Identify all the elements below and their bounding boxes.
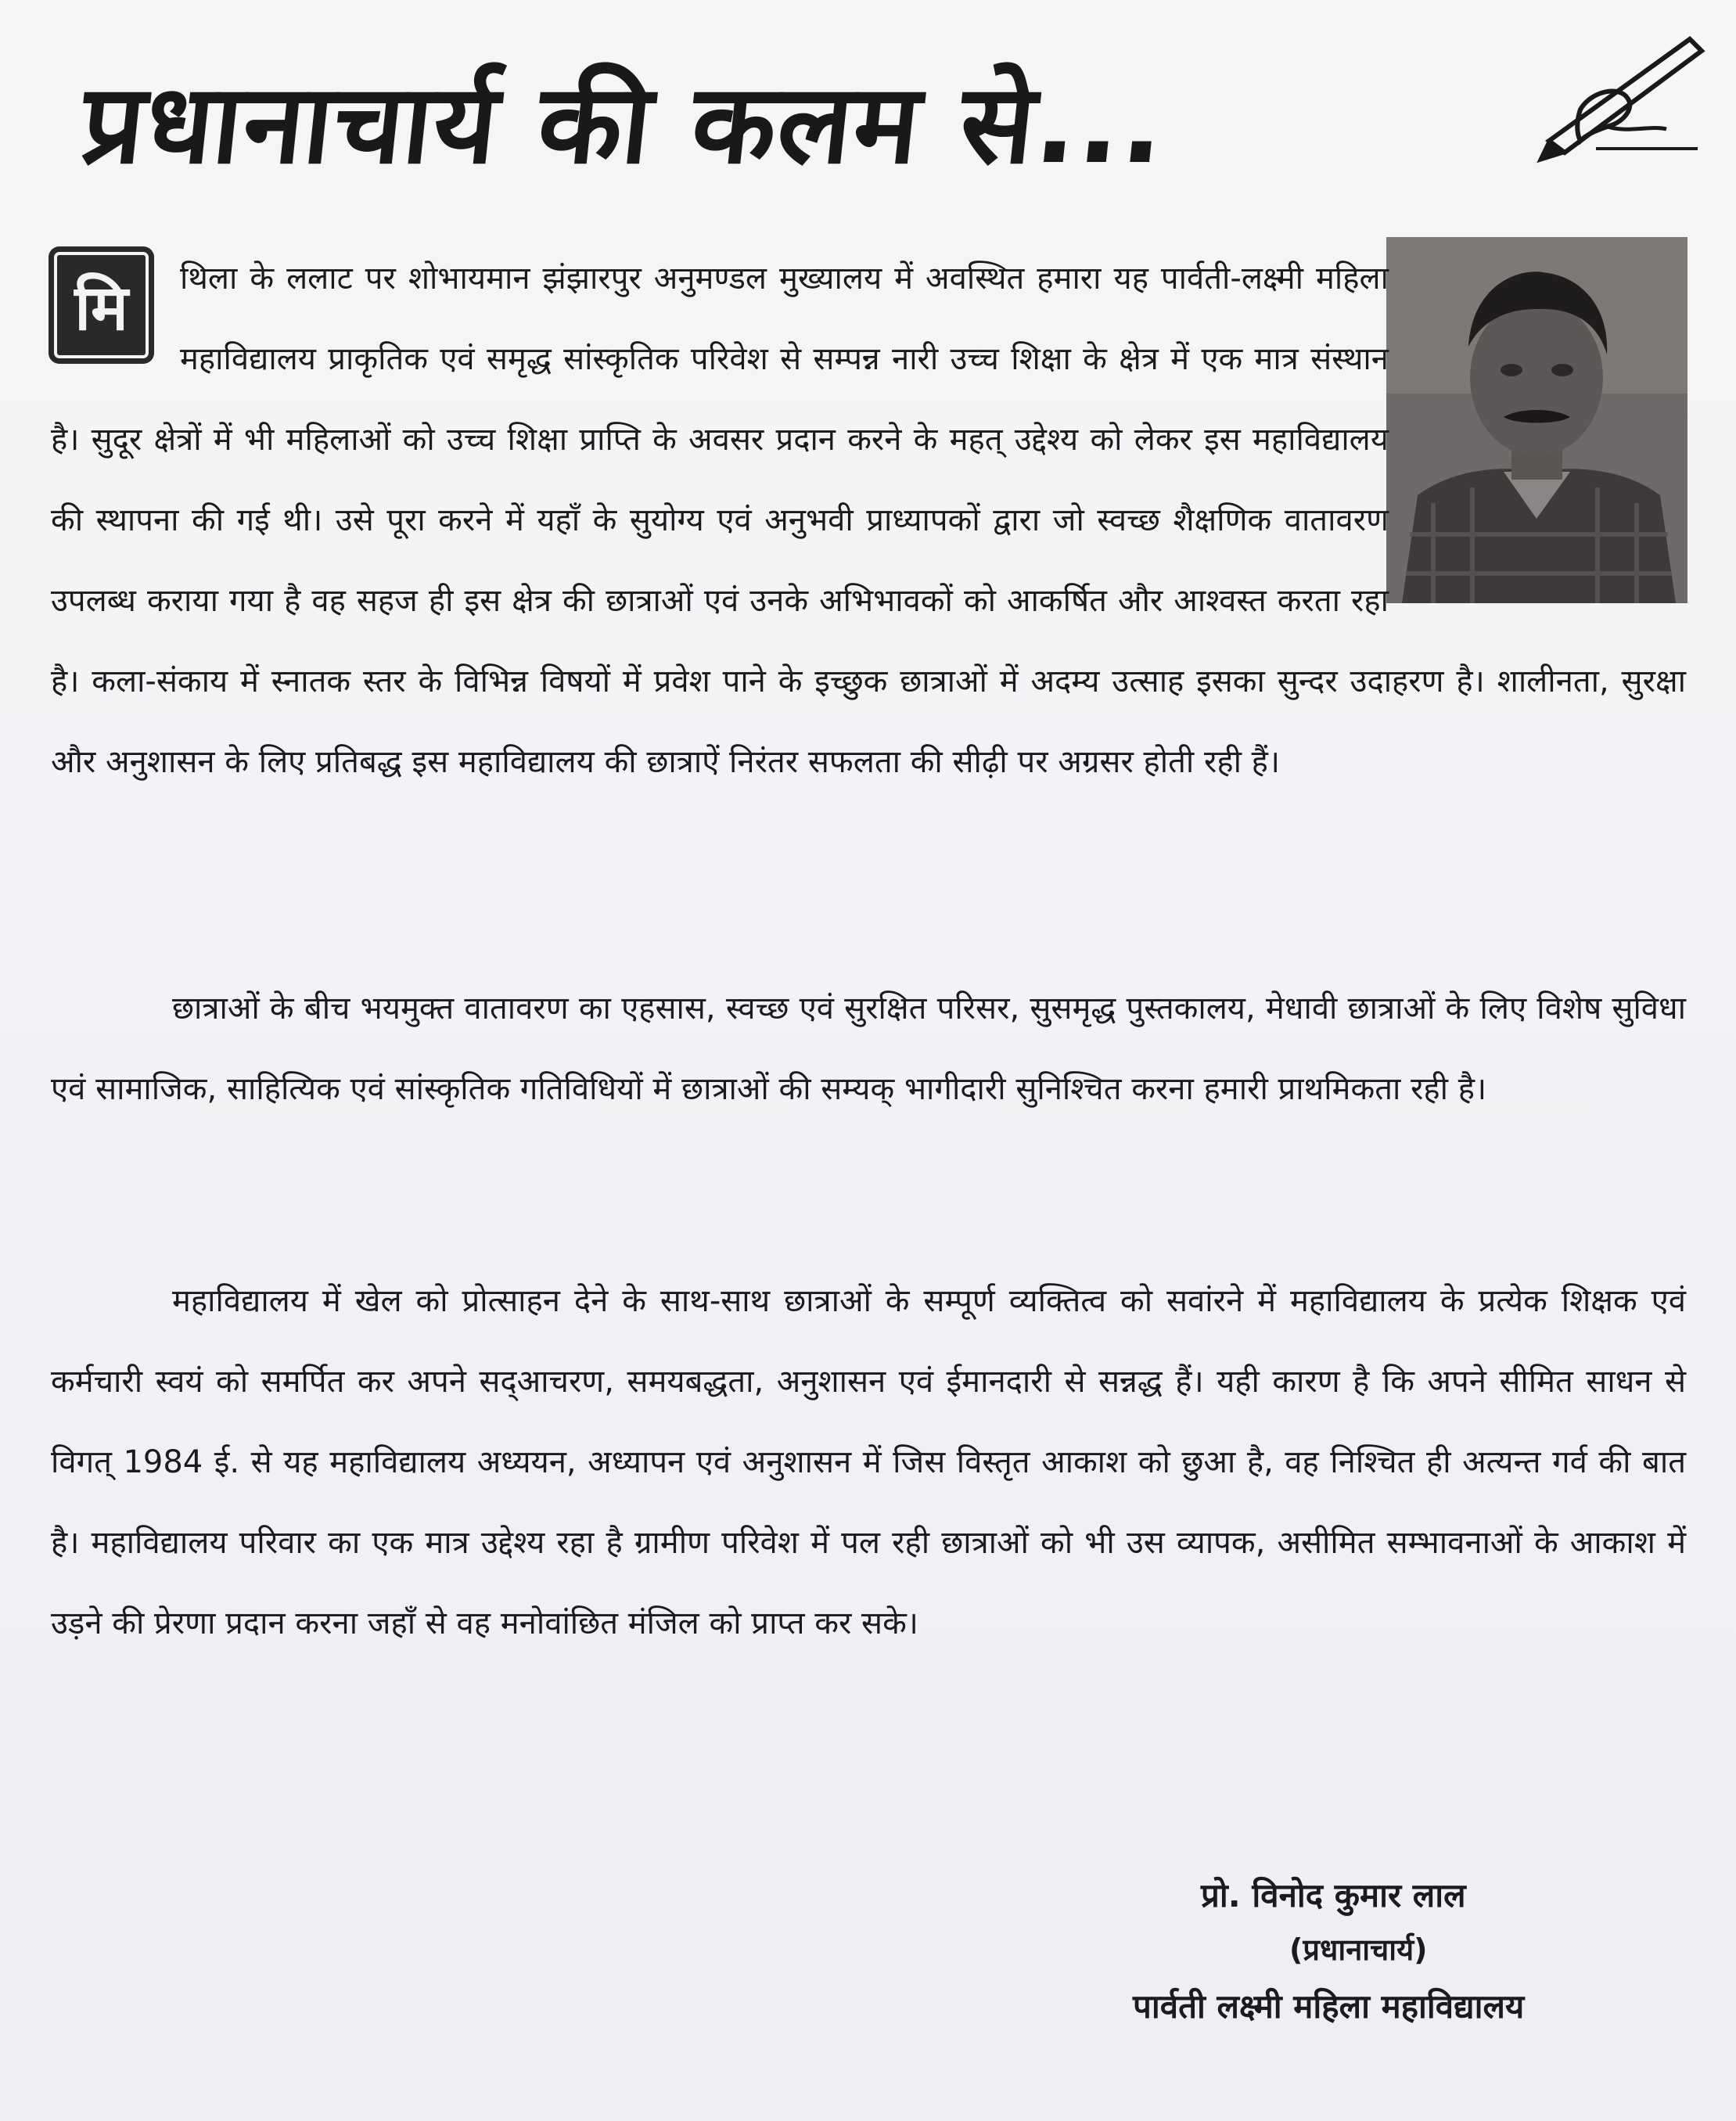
signature-name: प्रो. विनोद कुमार लाल <box>1201 1876 1466 1914</box>
pen-writing-icon <box>1533 23 1713 164</box>
drop-cap: मि <box>49 246 154 364</box>
page-title: प्रधानाचार्य की कलम से... <box>75 61 1173 189</box>
paragraph-intro: थिला के ललाट पर शोभायमान झंझारपुर अनुमण्डल मुख्यालय में अवस्थित हमारा यह पार्वती-लक्ष्मी महिला महाविद्यालय प्राकृतिक एवं समृद्ध सांस्कृतिक परिवेश से सम्पन्न नारी उच्च शिक्षा के क्षेत्र में एक मात्र संस्थान है। सुदूर क्षेत्रों में भी महिलाओं को उच्च शिक्षा प्राप्ति के अवसर प्रदान करने के महत् उद्देश्य को लेकर इस महाविद्यालय की स्थापना की गई थी। उसे पूरा करने में यहाँ के सुयोग्य एवं अनुभवी प्राध्यापकों द्वारा जो स्वच्छ शैक्षणिक वातावरण उपलब्ध कराया गया है वह सहज ही इस क्षेत्र की छात्राओं एवं उनके अभिभावकों को आकर्षित और आश्वस्त करता रहा है। कला-संकाय में स्नातक स्तर के विभिन्न विषयों में प्रवेश पाने के इच्छुक छात्राओं में अदम्य उत्साह इसका सुन्दर उदाहरण है। शालीनता, सुरक्षा और अनुशासन के लिए प्रतिबद्ध इस महाविद्यालय की छात्राऐं निरंतर सफलता की सीढ़ी पर अग्रसर होती रही हैं। <box>51 261 1686 780</box>
paragraph-priorities: छात्राओं के बीच भयमुक्त वातावरण का एहसास, स्वच्छ एवं सुरक्षित परिसर, सुसमृद्ध पुस्तकालय, मेधावी छात्राओं के लिए विशेष सुविधा एवं सामाजिक, साहित्यिक एवं सांस्कृतिक गतिविधियों में छात्राओं की सम्यक् भागीदारी सुनिश्चित करना हमारी प्राथमिकता रही है। <box>51 990 1686 1107</box>
signature-designation: (प्रधानाचार्य) <box>1289 1932 1428 1967</box>
signature-institution: पार्वती लक्ष्मी महिला महाविद्यालय <box>1133 1987 1525 2026</box>
paragraph-mission: महाविद्यालय में खेल को प्रोत्साहन देने के साथ-साथ छात्राओं के सम्पूर्ण व्यक्तित्व को सवांरने में महाविद्यालय के प्रत्येक शिक्षक एवं कर्मचारी स्वयं को समर्पित कर अपने सद्आचरण, समयबद्धता, अनुशासन एवं ईमानदारी से सन्नद्ध हैं। यही कारण है कि अपने सीमित साधन से विगत् 1984 ई. से यह महाविद्यालय अध्ययन, अध्यापन एवं अनुशासन में जिस विस्तृत आकाश को छुआ है, वह निश्चित ही अत्यन्त गर्व की बात है। महाविद्यालय परिवार का एक मात्र उद्देश्य रहा है ग्रामीण परिवेश में पल रही छात्राओं को भी उस व्यापक, असीमित सम्भावनाओं के आकाश में उड़ने की प्रेरणा प्रदान करना जहाँ से वह मनोवांछित मंजिल को प्राप्त कर सके। <box>51 1283 1686 1641</box>
